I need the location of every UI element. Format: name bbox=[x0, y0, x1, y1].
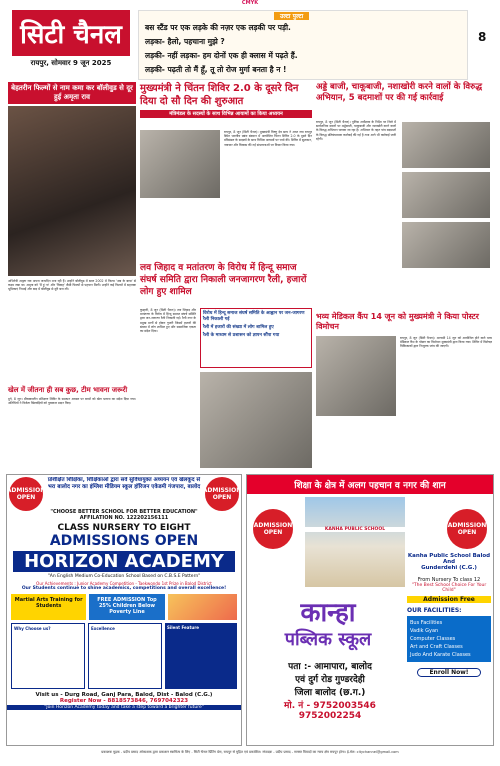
horizon-badge-left: ADMISSION OPEN bbox=[9, 477, 43, 511]
kanha-address-3: जिला बालोद (छ.ग.) bbox=[294, 688, 366, 698]
lovejihad-box-line-1: विरोध में हिन्दू समाज संघर्ष समिति के आह्वान पर जन-जागरण रैली निकाली गई bbox=[203, 311, 305, 322]
horizon-choose: "CHOOSE BETTER SCHOOL FOR BETTER EDUCATION" bbox=[50, 509, 198, 515]
masthead-title: सिटी चैनल bbox=[20, 20, 122, 50]
lovejihad-headline: लव जिहाद व मतांतरण के विरोध में हिन्दू समाज संघर्ष समिति द्वारा निकाली जनजागरण रैली, हजारों लोग हुए शामिल bbox=[140, 263, 307, 297]
horizon-classes: CLASS NURSERY TO EIGHT bbox=[57, 523, 191, 533]
medical-photo bbox=[316, 336, 396, 416]
quote-line-4: लड़की- पढ़ती तो मैं हूँ, तू तो रोज मुर्गा बनता है न ! bbox=[145, 65, 287, 74]
kanha-facility-1: Bus Facilities bbox=[410, 620, 443, 626]
kanha-phone-2: 9752002254 bbox=[298, 711, 362, 721]
horizon-kids-photo bbox=[168, 594, 237, 620]
quote-line-2: लड़का- हैलो, पहचाना मुझे ? bbox=[145, 37, 225, 46]
kanha-school-sign: KANHA PUBLIC SCHOOL bbox=[305, 527, 405, 532]
bollywood-photo bbox=[8, 106, 136, 276]
horizon-why bbox=[11, 623, 85, 689]
quote-line-1: बस स्टैंड पर एक लड़के की नज़र एक लड़की पर पड़ी. bbox=[145, 23, 291, 32]
medical-headline: भव्य मेडिकल कैंप 14 जून को मुख्यमंत्री ने किया पोस्टर विमोचन bbox=[316, 312, 479, 331]
kabaddi-body: रायपुर, 8 जून (सिटी चैनल)। पुलिस अधीक्षक के निर्देश पर जिले में सार्वजनिक स्थानों पर अड्डेबाजी, चाकूबाजी और नशाखोरी करने वालों के विरुद्ध अभियान चलाया जा रहा है। अभियान के तहत पांच बदमाशों के विरुद्ध प्रतिबंधात्मक कार्रवाई की गई है तथा आगे भी कार्रवाई जारी रहेगी। bbox=[316, 120, 396, 141]
kanha-facility-5: Judo And Karate Classes bbox=[410, 652, 471, 658]
medical-body: रायपुर, 8 जून (सिटी चैनल)। आगामी 14 जून को आयोजित होने वाले भव्य मेडिकल कैंप के पोस्टर का विमोचन मुख्यमंत्री द्वारा किया गया। शिविर में विशेषज्ञ चिकित्सकों द्वारा निःशुल्क जांच की जाएगी। bbox=[400, 336, 492, 349]
quote-line-3: लड़की- नहीं लड़का- हम दोनों एक ही क्लास में पढ़ते हैं. bbox=[145, 51, 298, 60]
kanha-facilities-title: OUR FACILITIES: bbox=[407, 607, 462, 614]
dateline: रायपुर, सोमवार 9 जून 2025 bbox=[30, 59, 112, 67]
kanha-admission-free: Admission Free bbox=[407, 596, 491, 603]
kanha-facilities bbox=[407, 616, 491, 662]
horizon-banner: प्रशिक्षित शिक्षिका, शिक्षिकाओं द्वारा सर्व सुविधायुक्त अध्ययन एवं खेलकूद से भरा बालोद नगर का इंग्लिश मीडियम स्कूल हॉरिजन एकेडमी गंजपारा, बालोद bbox=[47, 477, 201, 490]
quote-label: उल्टा पुल्टा bbox=[274, 12, 309, 20]
horizon-footer: "Join Horizon Academy today and take a step toward a brighter future" bbox=[7, 705, 241, 710]
kabaddi-headline: अड्डे बाजी, चाकूबाजी, नशाखोरी करने वालों के विरुद्ध अभियान, 5 बदमाशों पर की गई कार्रवाई bbox=[316, 82, 483, 103]
masthead-title-box bbox=[12, 10, 130, 56]
medical-story bbox=[316, 312, 492, 470]
horizon-info-row bbox=[11, 623, 237, 689]
lovejihad-body: कुम्हारी, 8 जून (सिटी चैनल)। लव जिहाद और मतांतरण के विरोध में हिन्दू समाज संघर्ष समिति द्वारा जन-जागरण रैली निकाली गई। रैली नगर के प्रमुख मार्गों से होकर गुजरी जिसमें हजारों की संख्या में लोग शामिल हुए और सामाजिक एकता का संदेश दिया। bbox=[140, 308, 196, 334]
kabaddi-story bbox=[316, 82, 492, 308]
cm-body: रायपुर, 8 जून (सिटी चैनल)। मुख्यमंत्री विष्णु देव साय ने आज नवा रायपुर स्थित भारतीय प्रबंध संस्थान में आयोजित चिंतन शिविर 2.0 के दूसरे दिन मंत्रिमंडल के सदस्यों के साथ विभिन्न आयामों पर चर्चा की। शिविर में सुशासन, नवाचार और विकास की नई संभावनाओं पर विचार किया गया। bbox=[224, 130, 312, 147]
horizon-affiliation: AFFILATION NO. 122202156111 bbox=[79, 515, 169, 521]
cm-photo bbox=[140, 130, 220, 198]
horizon-why-title: Why Choose us? bbox=[14, 626, 51, 631]
bollywood-headline: बेहतरीन फिल्मों से नाम कमा कर बॉलीवुड से दूर हुई अमृता राव bbox=[8, 82, 136, 104]
cm-subhead: मंत्रिमंडल के सदस्यों के साथ विभिन्न आयामों का किया अध्ययन bbox=[140, 110, 312, 118]
bollywood-body: अभिनेत्री अमृता राव अपना जन्मदिन मना रही हैं। उन्होंने बॉलीवुड में साल 2002 में फिल्म 'अब के बरस' से कदम रखा था। अमृता को 'मैं हूं ना' और 'विवाह' जैसी फिल्मों से पहचान मिली। उन्होंने कई फिल्मों में सहायक भूमिकाएं निभाईं और बाद में बॉलीवुड से दूरी बना ली। bbox=[8, 279, 136, 292]
bollywood-story bbox=[8, 82, 136, 382]
kanha-facility-4: Art and Craft Classes bbox=[410, 644, 463, 650]
kanha-english-name: Kanha Public School Balod And bbox=[407, 553, 491, 565]
kanha-facility-2: Vadik Gyan bbox=[410, 628, 439, 634]
kanha-best: "The Best School Choice For Your Child" bbox=[411, 583, 487, 593]
lovejihad-box-line-3: रैली के माध्यम से प्रशासन को ज्ञापन सौंपा गया bbox=[203, 333, 280, 338]
lovejihad-story bbox=[140, 262, 312, 470]
lovejihad-box-line-2: रैली में हजारों की संख्या में लोग शामिल हुए bbox=[203, 325, 274, 330]
top-bar bbox=[0, 0, 500, 7]
horizon-motto: Our Students continue to shine academics, competitions and overall excellence! bbox=[21, 586, 227, 591]
kanha-name-1: कान्हा bbox=[300, 598, 356, 628]
kanha-name-2: पब्लिक स्कूल bbox=[284, 629, 372, 650]
kanha-badge-right: ADMISSION OPEN bbox=[447, 509, 487, 549]
kanha-banner: शिक्षा के क्षेत्र में अलग पहचान व नगर की शान bbox=[247, 475, 493, 494]
kanha-right-panel bbox=[407, 553, 491, 743]
horizon-school-name: HORIZON ACADEMY bbox=[13, 551, 235, 572]
masthead bbox=[12, 10, 130, 73]
kanha-building-photo bbox=[305, 497, 405, 587]
kanha-badge-left: ADMISSION OPEN bbox=[253, 509, 293, 549]
cm-headline: मुख्यमंत्री ने चिंतन शिविर 2.0 के दूसरे दिन दिया दो सौ दिन की शुरुआत bbox=[140, 83, 299, 107]
lovejihad-photo bbox=[200, 372, 312, 468]
kanha-enroll-button: Enroll Now! bbox=[417, 668, 481, 677]
kanha-english-name-2: Gunderdehi (C.G.) bbox=[421, 565, 477, 571]
horizon-excellence-title: Excellence bbox=[91, 626, 115, 631]
kabaddi-photo-1 bbox=[402, 122, 490, 168]
kanha-ad bbox=[246, 474, 494, 746]
kanha-from: From Nursery To class 12 bbox=[417, 577, 481, 583]
footer-imprint: प्रकाशक मुद्रक - प्रदीप प्रसाद ओकाशक द्वारा प्रकाशन स्वामित्व के लिए - सिटी चैनल प्रिंटिंग प्रेस, रायपुर से मुद्रित एवं प्रकाशित। संपादक - प्रदीप प्रसाद - समस्त विवादों का न्याय क्षेत्र रायपुर होगा। ई-मेल: citychannel@gmail.com bbox=[101, 750, 399, 754]
horizon-feature-1: Martial Arts Training for Students bbox=[11, 594, 86, 620]
kanha-address-box bbox=[259, 659, 401, 721]
cm-story bbox=[140, 82, 312, 258]
protest-story bbox=[8, 386, 136, 468]
kanha-address-1: पता :- आमापारा, बालोद bbox=[288, 662, 372, 672]
horizon-address: Visit us - Durg Road, Ganj Para, Balod, Dist - Balod (C.G.) bbox=[35, 692, 213, 698]
cmyk-label: CMYK bbox=[241, 0, 259, 6]
kabaddi-photo-2 bbox=[402, 172, 490, 218]
horizon-achievements: Our Achievements : Junior Academy Competition - Taekwondo 1st Prize in Balod District bbox=[36, 581, 212, 586]
lovejihad-box bbox=[200, 308, 312, 368]
horizon-feature-row bbox=[11, 594, 237, 620]
kanha-facility-3: Computer Classes bbox=[410, 636, 456, 642]
horizon-excellence bbox=[88, 623, 162, 689]
horizon-ad bbox=[6, 474, 242, 746]
page-number: 8 bbox=[478, 30, 487, 44]
protest-body: दुर्ग, 8 जून। ग्रीष्मकालीन प्रशिक्षण शिविर के समापन अवसर पर बच्चों को खेल भावना का संदेश दिया गया। अतिथियों ने विजेता खिलाड़ियों को पुरस्कार प्रदान किए। bbox=[8, 397, 136, 406]
horizon-silent-title: Silent Feature bbox=[167, 625, 199, 630]
kabaddi-photo-3 bbox=[402, 222, 490, 268]
horizon-admissions: ADMISSIONS OPEN bbox=[49, 533, 199, 549]
horizon-silent bbox=[165, 623, 237, 689]
quote-box bbox=[138, 10, 468, 80]
horizon-tagline: "An English Medium Co-Education School Based on C.B.S.E Pattern" bbox=[47, 574, 201, 579]
kanha-phone: मो. नं - 9752003546 bbox=[284, 701, 376, 711]
horizon-feature-2: FREE ADMISSION Top 25% Children Below Poverty Line bbox=[89, 594, 164, 620]
protest-headline: खेल में जीतना ही सब कुछ, टीम भावना जरूरी bbox=[8, 386, 128, 394]
horizon-register: Register Now - 8818573846, 7697042323 bbox=[59, 698, 189, 704]
horizon-badge-right: ADMISSION OPEN bbox=[205, 477, 239, 511]
kanha-address-2: एवं दुर्ग रोड गुण्डरदेही bbox=[295, 675, 365, 685]
